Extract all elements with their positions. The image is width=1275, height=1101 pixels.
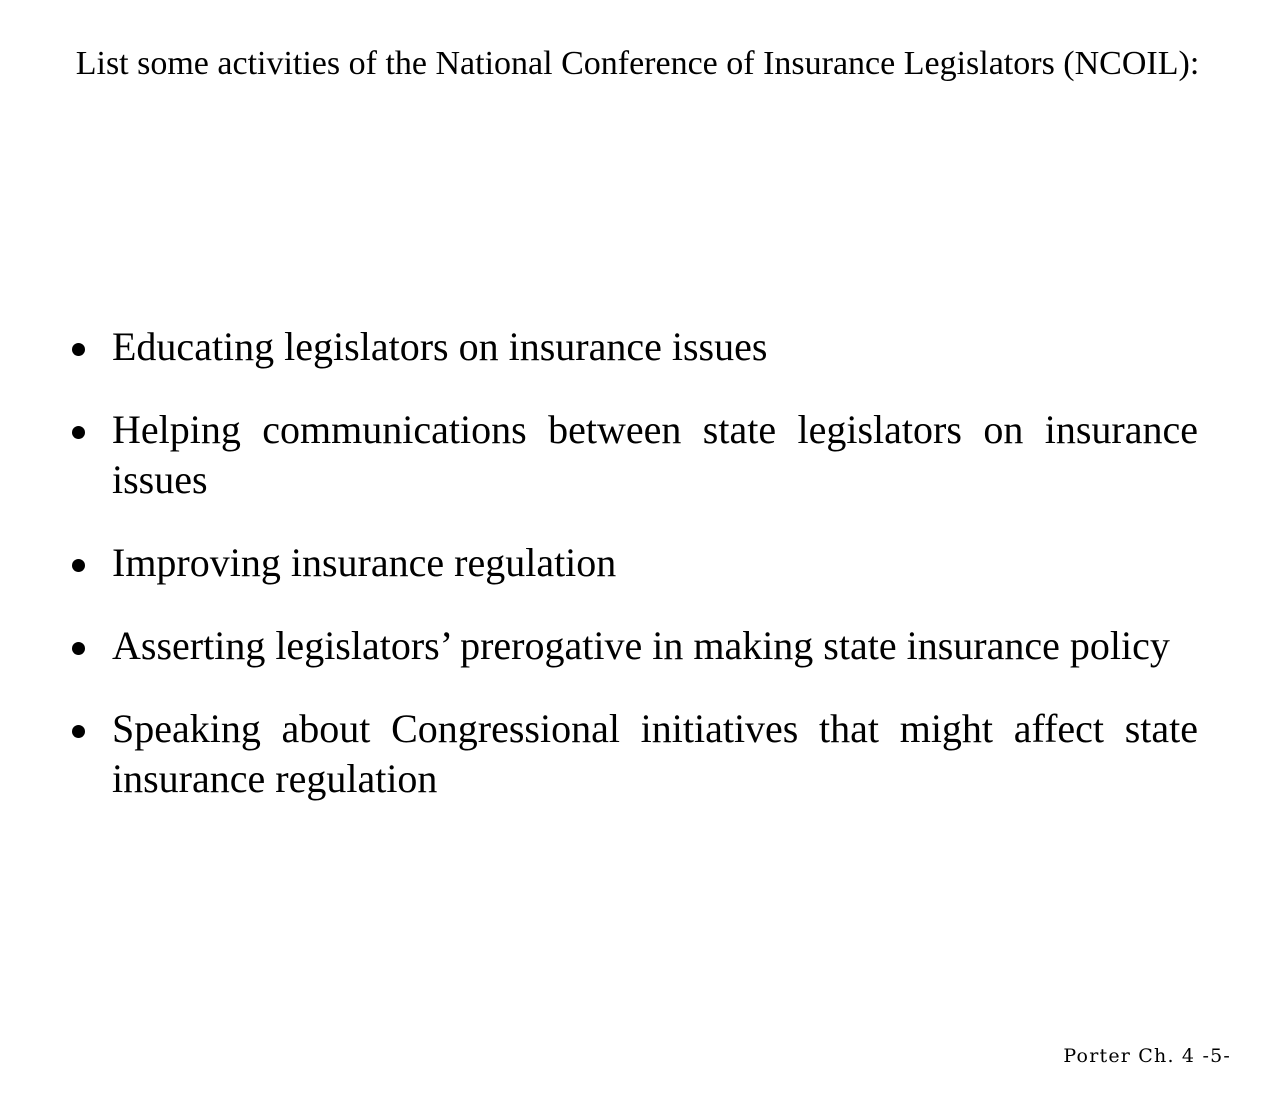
list-item	[68, 704, 1198, 804]
bullet-icon	[72, 426, 85, 439]
bullet-icon	[72, 725, 85, 738]
list-item	[68, 405, 1198, 505]
list-item	[68, 621, 1198, 671]
list-item-text: Speaking about Congressional initiatives that might affect state insurance regulation	[112, 706, 1198, 801]
page-title: List some activities of the National Conference of Insurance Legislators (NCOIL):	[75, 45, 1200, 82]
bullet-icon	[72, 642, 85, 655]
list-item	[68, 322, 1198, 372]
list-item-text: Helping communications between state legislators on insurance issues	[112, 407, 1198, 502]
bullet-list	[68, 322, 1198, 837]
page-footer: Porter Ch. 4 -5-	[1063, 1045, 1231, 1067]
list-item	[68, 538, 1198, 588]
bullet-icon	[72, 559, 85, 572]
list-item-text: Improving insurance regulation	[112, 540, 617, 585]
list-item-text: Asserting legislators’ prerogative in making state insurance policy	[112, 623, 1170, 668]
list-item-text: Educating legislators on insurance issues	[112, 324, 768, 369]
bullet-icon	[72, 343, 85, 356]
